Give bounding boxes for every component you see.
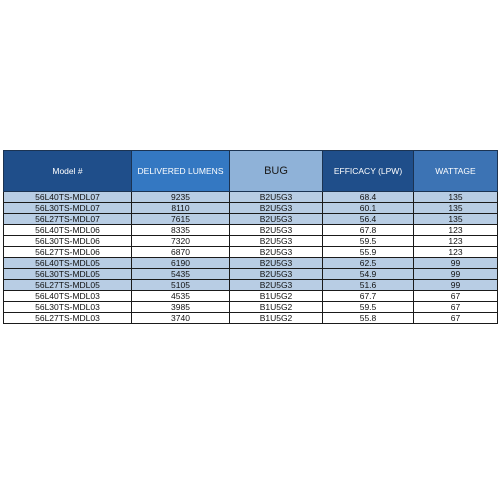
table-row [4, 302, 498, 313]
cell-efficacy: 62.5 [323, 258, 414, 269]
cell-model: 56L30TS-MDL03 [4, 302, 132, 313]
cell-wattage: 123 [414, 225, 498, 236]
cell-model: 56L30TS-MDL06 [4, 236, 132, 247]
table-row [4, 203, 498, 214]
cell-delivered-lumens: 9235 [132, 192, 230, 203]
table-row [4, 192, 498, 203]
cell-delivered-lumens: 6870 [132, 247, 230, 258]
cell-delivered-lumens: 7320 [132, 236, 230, 247]
table-row [4, 313, 498, 324]
cell-wattage: 99 [414, 280, 498, 291]
cell-bug: B2U5G3 [230, 280, 323, 291]
cell-model: 56L40TS-MDL06 [4, 225, 132, 236]
cell-model: 56L40TS-MDL07 [4, 192, 132, 203]
cell-wattage: 99 [414, 258, 498, 269]
cell-efficacy: 67.7 [323, 291, 414, 302]
cell-delivered-lumens: 3740 [132, 313, 230, 324]
cell-wattage: 135 [414, 192, 498, 203]
cell-efficacy: 55.9 [323, 247, 414, 258]
cell-efficacy: 68.4 [323, 192, 414, 203]
header-row [4, 151, 498, 192]
cell-efficacy: 56.4 [323, 214, 414, 225]
cell-efficacy: 54.9 [323, 269, 414, 280]
table-row [4, 280, 498, 291]
cell-efficacy: 60.1 [323, 203, 414, 214]
header-model: Model # [4, 151, 132, 192]
cell-model: 56L27TS-MDL06 [4, 247, 132, 258]
table-row [4, 225, 498, 236]
cell-bug: B2U5G3 [230, 236, 323, 247]
header-wattage: WATTAGE [414, 151, 498, 192]
table-row [4, 214, 498, 225]
cell-delivered-lumens: 8110 [132, 203, 230, 214]
cell-bug: B2U5G3 [230, 258, 323, 269]
cell-bug: B2U5G3 [230, 269, 323, 280]
cell-wattage: 123 [414, 236, 498, 247]
cell-bug: B2U5G3 [230, 247, 323, 258]
cell-efficacy: 51.6 [323, 280, 414, 291]
cell-bug: B2U5G3 [230, 225, 323, 236]
cell-delivered-lumens: 8335 [132, 225, 230, 236]
cell-efficacy: 59.5 [323, 236, 414, 247]
cell-delivered-lumens: 6190 [132, 258, 230, 269]
cell-bug: B2U5G3 [230, 192, 323, 203]
cell-bug: B1U5G2 [230, 291, 323, 302]
header-efficacy: EFFICACY (LPW) [323, 151, 414, 192]
spec-table [3, 150, 498, 324]
cell-delivered-lumens: 5435 [132, 269, 230, 280]
cell-wattage: 67 [414, 291, 498, 302]
cell-delivered-lumens: 4535 [132, 291, 230, 302]
table-row [4, 236, 498, 247]
cell-model: 56L27TS-MDL03 [4, 313, 132, 324]
cell-delivered-lumens: 5105 [132, 280, 230, 291]
cell-model: 56L40TS-MDL03 [4, 291, 132, 302]
cell-model: 56L30TS-MDL05 [4, 269, 132, 280]
header-delivered-lumens: DELIVERED LUMENS [132, 151, 230, 192]
table-row [4, 291, 498, 302]
cell-model: 56L30TS-MDL07 [4, 203, 132, 214]
table-row [4, 269, 498, 280]
cell-bug: B1U5G2 [230, 313, 323, 324]
cell-bug: B2U5G3 [230, 203, 323, 214]
cell-model: 56L27TS-MDL05 [4, 280, 132, 291]
cell-model: 56L40TS-MDL05 [4, 258, 132, 269]
cell-delivered-lumens: 7615 [132, 214, 230, 225]
cell-wattage: 67 [414, 313, 498, 324]
cell-wattage: 123 [414, 247, 498, 258]
cell-delivered-lumens: 3985 [132, 302, 230, 313]
cell-efficacy: 55.8 [323, 313, 414, 324]
cell-efficacy: 59.5 [323, 302, 414, 313]
cell-wattage: 135 [414, 203, 498, 214]
cell-wattage: 99 [414, 269, 498, 280]
header-bug: BUG [230, 151, 323, 192]
cell-bug: B2U5G3 [230, 214, 323, 225]
table-row [4, 258, 498, 269]
table-body [4, 192, 498, 324]
cell-wattage: 135 [414, 214, 498, 225]
cell-wattage: 67 [414, 302, 498, 313]
cell-model: 56L27TS-MDL07 [4, 214, 132, 225]
cell-efficacy: 67.8 [323, 225, 414, 236]
table-row [4, 247, 498, 258]
cell-bug: B1U5G2 [230, 302, 323, 313]
